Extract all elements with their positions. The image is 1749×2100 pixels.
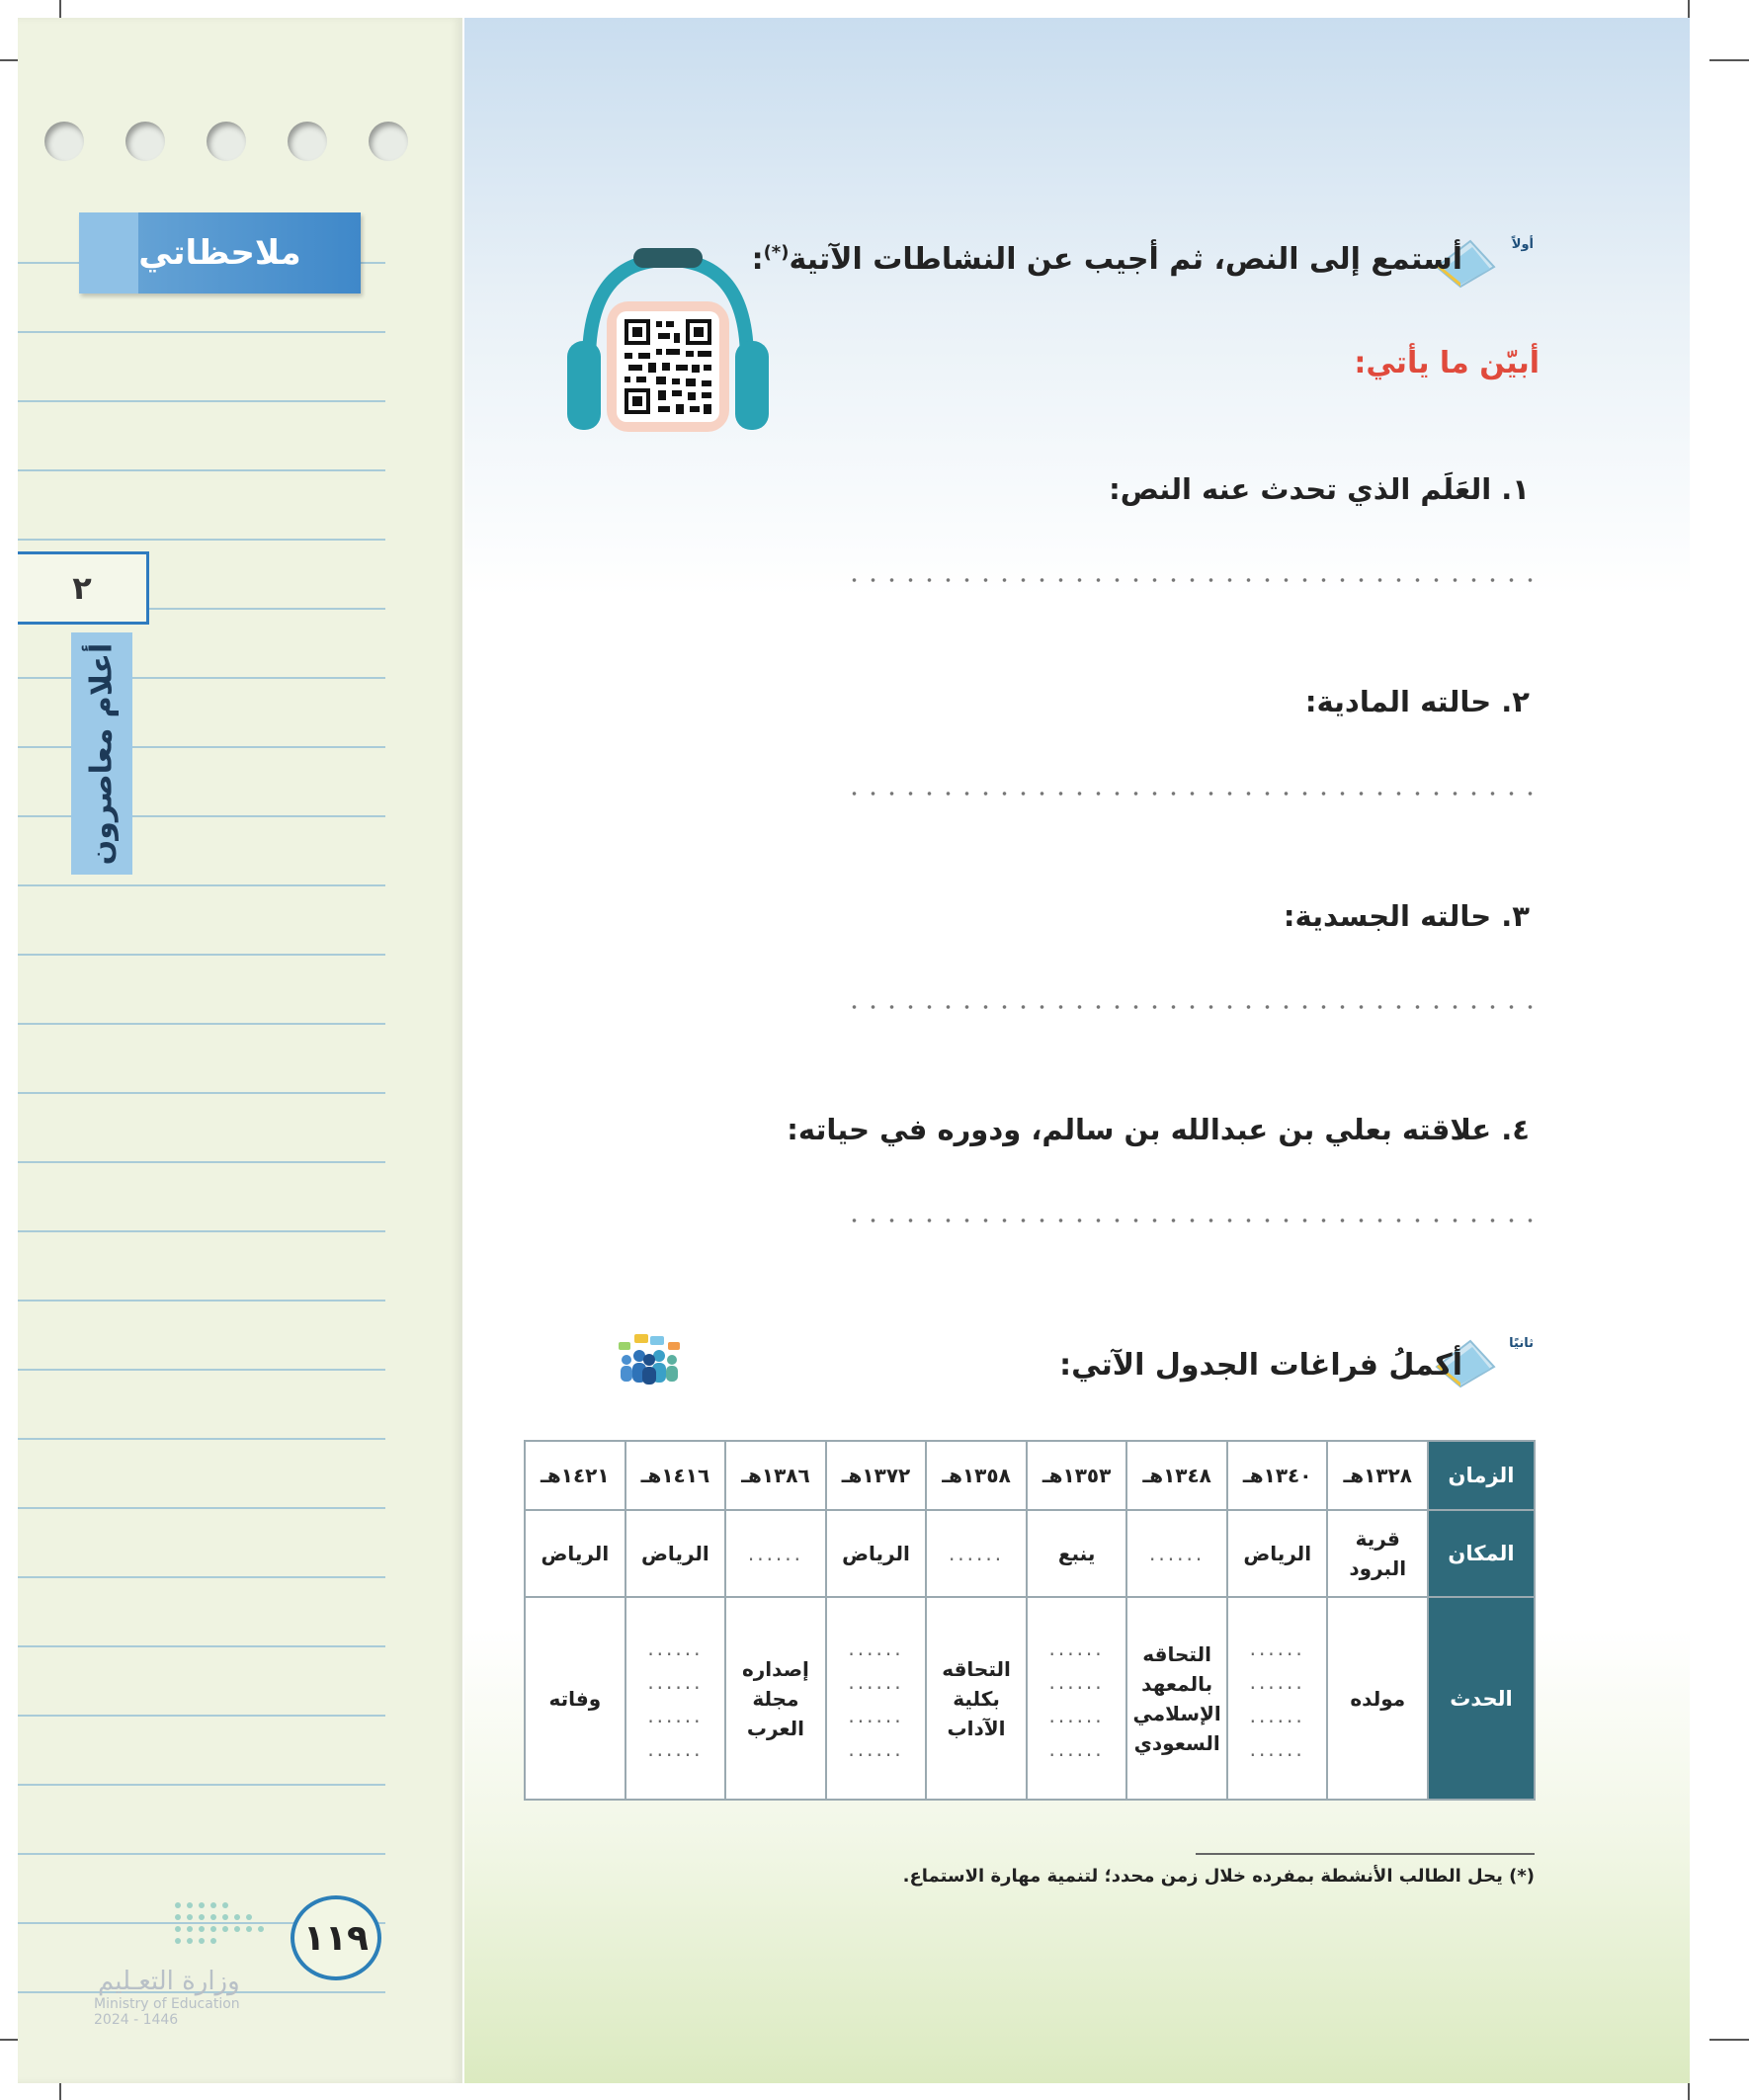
footnote: (*) يحل الطالب الأنشطة بمفرده خلال زمن محدد؛ لتنمية مهارة الاستماع. <box>902 1866 1535 1887</box>
event-blank: ...... <box>848 1703 904 1727</box>
ministry-logo <box>94 1967 240 2028</box>
table-row-place <box>525 1510 1535 1597</box>
footnote-divider <box>1196 1853 1535 1855</box>
time-cell: ١٣٢٨هـ <box>1327 1441 1428 1510</box>
event-cell <box>525 1597 625 1800</box>
place-blank: ...... <box>747 1542 804 1565</box>
ministry-name-en: Ministry of Education <box>94 1996 240 2012</box>
place-cell <box>525 1510 625 1597</box>
table-row-time <box>525 1441 1535 1510</box>
notes-rule-line <box>18 954 385 956</box>
event-blank: ...... <box>647 1736 704 1761</box>
question-4: ٤. علاقته بعلي بن عبدالله بن سالم، ودوره في حياته: <box>787 1113 1530 1146</box>
notes-column <box>18 18 462 2083</box>
place-text: الرياض <box>1243 1542 1312 1565</box>
unit-number: ٢ <box>72 569 92 607</box>
binder-hole <box>288 122 327 161</box>
question-2: ٢. حالته المادية: <box>1304 685 1530 718</box>
notes-rule-line <box>18 1507 385 1509</box>
place-text: الرياض <box>842 1542 910 1565</box>
notes-rule-line <box>18 1576 385 1578</box>
event-blank: ...... <box>647 1703 704 1727</box>
event-blank: ...... <box>1048 1736 1105 1761</box>
ministry-logo-icon <box>168 1895 287 1951</box>
place-blank: ...... <box>1149 1542 1206 1565</box>
event-cell-blank[interactable] <box>1027 1597 1127 1800</box>
event-cell <box>1126 1597 1227 1800</box>
answer-line-1[interactable] <box>845 578 1537 582</box>
notes-rule-line <box>18 1023 385 1025</box>
event-blank: ...... <box>1249 1736 1305 1761</box>
time-cell: ١٣٨٦هـ <box>725 1441 826 1510</box>
qr-headphones-icon[interactable] <box>559 242 777 450</box>
question-1: ١. العَلَم الذي تحدث عنه النص: <box>1109 472 1530 506</box>
place-text: ينبع <box>1057 1542 1096 1565</box>
place-cell <box>1227 1510 1328 1597</box>
event-text: مولده <box>1350 1686 1406 1711</box>
place-blank: ...... <box>948 1542 1005 1565</box>
event-blank: ...... <box>848 1736 904 1761</box>
group-discussion-icon <box>615 1334 684 1386</box>
notes-rule-line <box>18 1369 385 1371</box>
edition-year: 2024 - 1446 <box>94 2012 179 2028</box>
binder-hole <box>369 122 408 161</box>
place-cell <box>625 1510 726 1597</box>
notes-rule-line <box>18 1092 385 1094</box>
section1-subheading: أبيّن ما يأتي: <box>1354 346 1540 380</box>
notes-rule-line <box>18 1230 385 1232</box>
answer-line-2[interactable] <box>845 792 1537 796</box>
event-text: إصداره مجلة العرب <box>741 1656 809 1740</box>
notes-rule-line <box>18 1784 385 1786</box>
notes-rule-line <box>18 1715 385 1717</box>
place-text: قرية البرود <box>1349 1527 1407 1580</box>
place-cell <box>826 1510 927 1597</box>
unit-name-tab <box>71 632 132 875</box>
place-cell-blank[interactable] <box>725 1510 826 1597</box>
question-3: ٣. حالته الجسدية: <box>1283 899 1530 933</box>
notes-rule-line <box>18 1853 385 1855</box>
crop-mark <box>1709 2039 1749 2041</box>
event-blank: ...... <box>1048 1703 1105 1727</box>
time-cell: ١٣٥٨هـ <box>926 1441 1027 1510</box>
binder-hole <box>207 122 246 161</box>
section1-heading-colon: : <box>751 242 764 277</box>
row-header-event: الحدث <box>1428 1597 1535 1800</box>
event-blank: ...... <box>1048 1669 1105 1694</box>
event-cell <box>1327 1597 1428 1800</box>
unit-name: أعلام معاصرون <box>84 642 120 865</box>
event-blank: ...... <box>647 1669 704 1694</box>
notes-rule-line <box>18 1645 385 1647</box>
time-cell: ١٤٢١هـ <box>525 1441 625 1510</box>
binder-hole <box>125 122 165 161</box>
section2-tag: ثانيًا <box>1509 1336 1534 1351</box>
event-blank: ...... <box>1249 1669 1305 1694</box>
time-cell: ١٤١٦هـ <box>625 1441 726 1510</box>
unit-number-box <box>18 551 149 625</box>
notes-rule-line <box>18 1161 385 1163</box>
notes-title <box>79 212 361 294</box>
notes-rule-line <box>18 469 385 471</box>
event-cell <box>926 1597 1027 1800</box>
table-row-event <box>525 1597 1535 1800</box>
place-cell-blank[interactable] <box>926 1510 1027 1597</box>
answer-line-4[interactable] <box>845 1218 1537 1222</box>
notes-rule-line <box>18 1438 385 1440</box>
notes-rule-line <box>18 400 385 402</box>
event-blank: ...... <box>1249 1636 1305 1660</box>
place-text: الرياض <box>641 1542 709 1565</box>
page-number <box>291 1895 381 1980</box>
event-blank: ...... <box>1048 1636 1105 1660</box>
event-text: التحاقه بكلية الآداب <box>942 1656 1011 1740</box>
answer-line-3[interactable] <box>845 1005 1537 1009</box>
place-cell <box>1327 1510 1428 1597</box>
place-cell-blank[interactable] <box>1126 1510 1227 1597</box>
row-header-time: الزمان <box>1428 1441 1535 1510</box>
section1-heading <box>752 242 1462 277</box>
section1-heading-mark: (*) <box>763 242 790 263</box>
binder-hole <box>44 122 84 161</box>
event-cell-blank[interactable] <box>1227 1597 1328 1800</box>
row-header-place: المكان <box>1428 1510 1535 1597</box>
time-cell: ١٣٤٠هـ <box>1227 1441 1328 1510</box>
notes-title-strip <box>79 212 138 294</box>
event-cell-blank[interactable] <box>625 1597 726 1800</box>
event-text: وفاته <box>548 1686 602 1711</box>
event-cell <box>725 1597 826 1800</box>
notes-title-text: ملاحظاتي <box>138 233 301 273</box>
event-text: التحاقه بالمعهد الإسلامي السعودي <box>1132 1641 1221 1755</box>
notes-rule-line <box>18 331 385 333</box>
time-cell: ١٣٧٢هـ <box>826 1441 927 1510</box>
time-cell: ١٣٤٨هـ <box>1126 1441 1227 1510</box>
event-blank: ...... <box>848 1636 904 1660</box>
section1-heading-text: أستمع إلى النص، ثم أجيب عن النشاطات الآتية <box>789 242 1462 277</box>
event-cell-blank[interactable] <box>826 1597 927 1800</box>
notes-rule-line <box>18 539 385 541</box>
section2-heading: أكملُ فراغات الجدول الآتي: <box>1059 1348 1462 1383</box>
event-blank: ...... <box>647 1636 704 1660</box>
place-cell <box>1027 1510 1127 1597</box>
crop-mark <box>1709 59 1749 61</box>
page-number-text: ١١٩ <box>303 1917 369 1959</box>
timeline-table <box>524 1440 1536 1801</box>
notes-rule-line <box>18 1300 385 1302</box>
place-text: الرياض <box>541 1542 610 1565</box>
ministry-name-ar: وزارة التعـليم <box>97 1967 240 1996</box>
event-blank: ...... <box>848 1669 904 1694</box>
event-blank: ...... <box>1249 1703 1305 1727</box>
section1-tag: أولاً <box>1511 237 1534 252</box>
time-cell: ١٣٥٣هـ <box>1027 1441 1127 1510</box>
notes-rule-line <box>18 884 385 886</box>
